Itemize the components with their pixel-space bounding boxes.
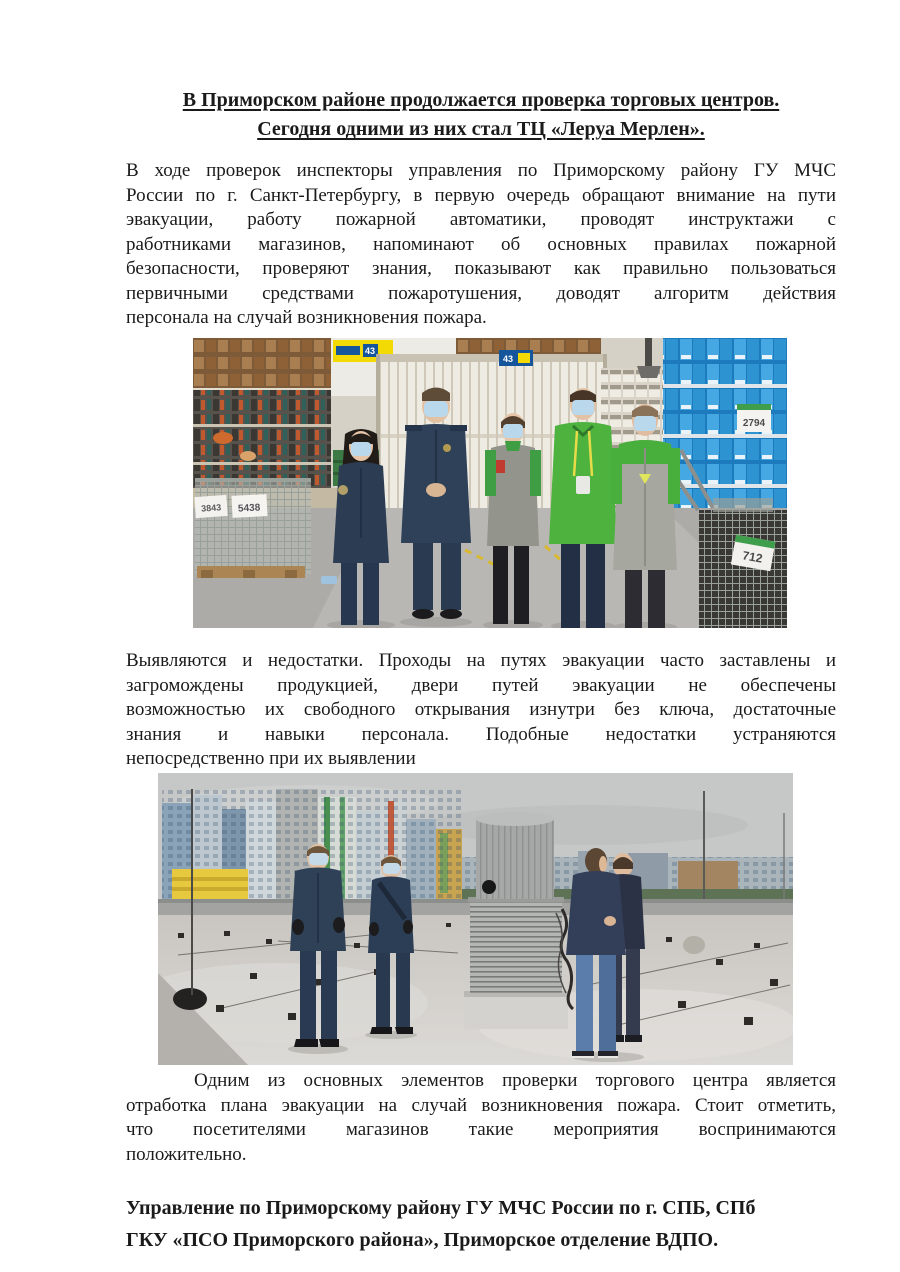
cart-sign-number: 5438	[237, 502, 261, 515]
paragraph-evacuation-drill	[126, 1069, 836, 1167]
cage-cart-right	[699, 498, 787, 628]
page-title	[126, 86, 836, 144]
title-line-2: Сегодня одними из них стал ТЦ «Леруа Мерлен».	[257, 118, 705, 140]
text-line: персонала на случай возникновения пожара.	[126, 307, 487, 328]
photo-roof-inspection	[158, 773, 793, 1065]
paragraph-deficiencies	[126, 649, 836, 772]
photo-store-inspection	[193, 338, 787, 628]
cart-sign-number: 712	[741, 548, 764, 566]
store-lamp	[637, 366, 661, 378]
aisle-number-right: 43	[502, 354, 514, 364]
text-line: непосредственно при их выявлении	[126, 748, 416, 769]
text-line: знания и навыки персонала. Подобные недостатки устраняются	[126, 723, 836, 745]
aisle-number: 43	[364, 346, 376, 356]
price-sign	[737, 404, 771, 432]
text-line: первичными средствами пожаротушения, доводят алгоритм действия	[126, 282, 836, 304]
text-line: что посетителями магазинов такие мероприятия воспринимаются	[126, 1119, 836, 1140]
anchor-ball	[683, 936, 705, 954]
paragraph-inspections	[126, 159, 836, 331]
roof-weight-dome	[173, 988, 207, 1010]
footer-signature	[126, 1192, 836, 1256]
text-line: безопасности, проверяют знания, показывают как правильно пользоваться	[126, 258, 836, 279]
text-line: России по г. Санкт-Петербургу, в первую очередь обращают внимание на пути	[126, 184, 836, 206]
text-line: возможностью их свободного открывания изнутри без ключа, достаточные	[126, 699, 836, 720]
title-line-1: В Приморском районе продолжается проверка торговых центров.	[182, 89, 780, 111]
price-number: 2794	[742, 418, 766, 429]
text-line: Выявляются и недостатки. Проходы на путях эвакуации часто заставлены и	[126, 650, 836, 671]
text-line: положительно.	[126, 1143, 247, 1165]
text-line: Одним из основных элементов проверки торгового центра является	[194, 1070, 836, 1091]
text-line: В ходе проверок инспекторы управления по Приморскому району ГУ МЧС	[126, 160, 836, 181]
text-line: Управление по Приморскому району ГУ МЧС России по г. СПБ, СПб	[126, 1197, 756, 1219]
cart-sign-number: 3843	[200, 502, 222, 514]
text-line: отработка плана эвакуации на случай возникновения пожара. Стоит отметить,	[126, 1094, 836, 1116]
text-line: эвакуации, работу пожарной автоматики, проводят инструктажи с	[126, 209, 836, 230]
aisle-sign-right	[499, 350, 533, 366]
text-line: ГКУ «ПСО Приморского района», Приморское отделение ВДПО.	[126, 1229, 719, 1251]
text-line: загромождены продукцией, двери путей эвакуации не обеспечены	[126, 674, 836, 696]
text-line: работниками магазинов, напоминают об основных правилах пожарной	[126, 233, 836, 255]
